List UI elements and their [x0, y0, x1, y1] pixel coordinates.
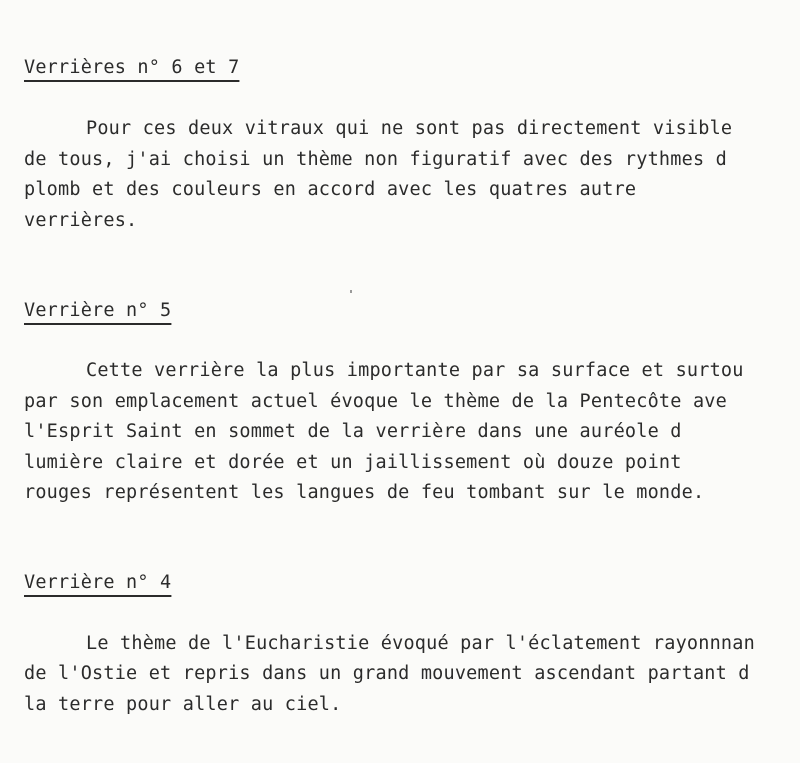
section-heading-verriere-5: Verrière n° 5: [24, 300, 172, 321]
paragraph-line: l'Esprit Saint en sommet de la verrière dans une auréole d: [24, 421, 682, 442]
paragraph-line: par son emplacement actuel évoque le thème de la Pentecôte ave: [24, 391, 727, 412]
paragraph-line: plomb et des couleurs en accord avec les quatres autre: [24, 179, 637, 200]
paragraph-line: de tous, j'ai choisi un thème non figuratif avec des rythmes d: [24, 149, 727, 170]
section-heading-verrieres-6-7: Verrières n° 6 et 7: [24, 57, 240, 78]
paragraph-line: verrières.: [24, 210, 138, 231]
paragraph-line: la terre pour aller au ciel.: [24, 694, 342, 715]
paragraph-line: Le thème de l'Eucharistie évoqué par l'éclatement rayonnnan: [86, 633, 755, 654]
paragraph-line: lumière claire et dorée et un jaillissement où douze point: [24, 452, 682, 473]
paragraph-line: rouges représentent les langues de feu tombant sur le monde.: [24, 482, 705, 503]
paragraph-line: de l'Ostie et repris dans un grand mouvement ascendant partant d: [24, 663, 750, 684]
paragraph-line: Cette verrière la plus importante par sa surface et surtou: [86, 360, 744, 381]
section-heading-verriere-4: Verrière n° 4: [24, 572, 172, 593]
paper-speck: [350, 290, 352, 293]
paragraph-line: Pour ces deux vitraux qui ne sont pas directement visible: [86, 118, 733, 139]
